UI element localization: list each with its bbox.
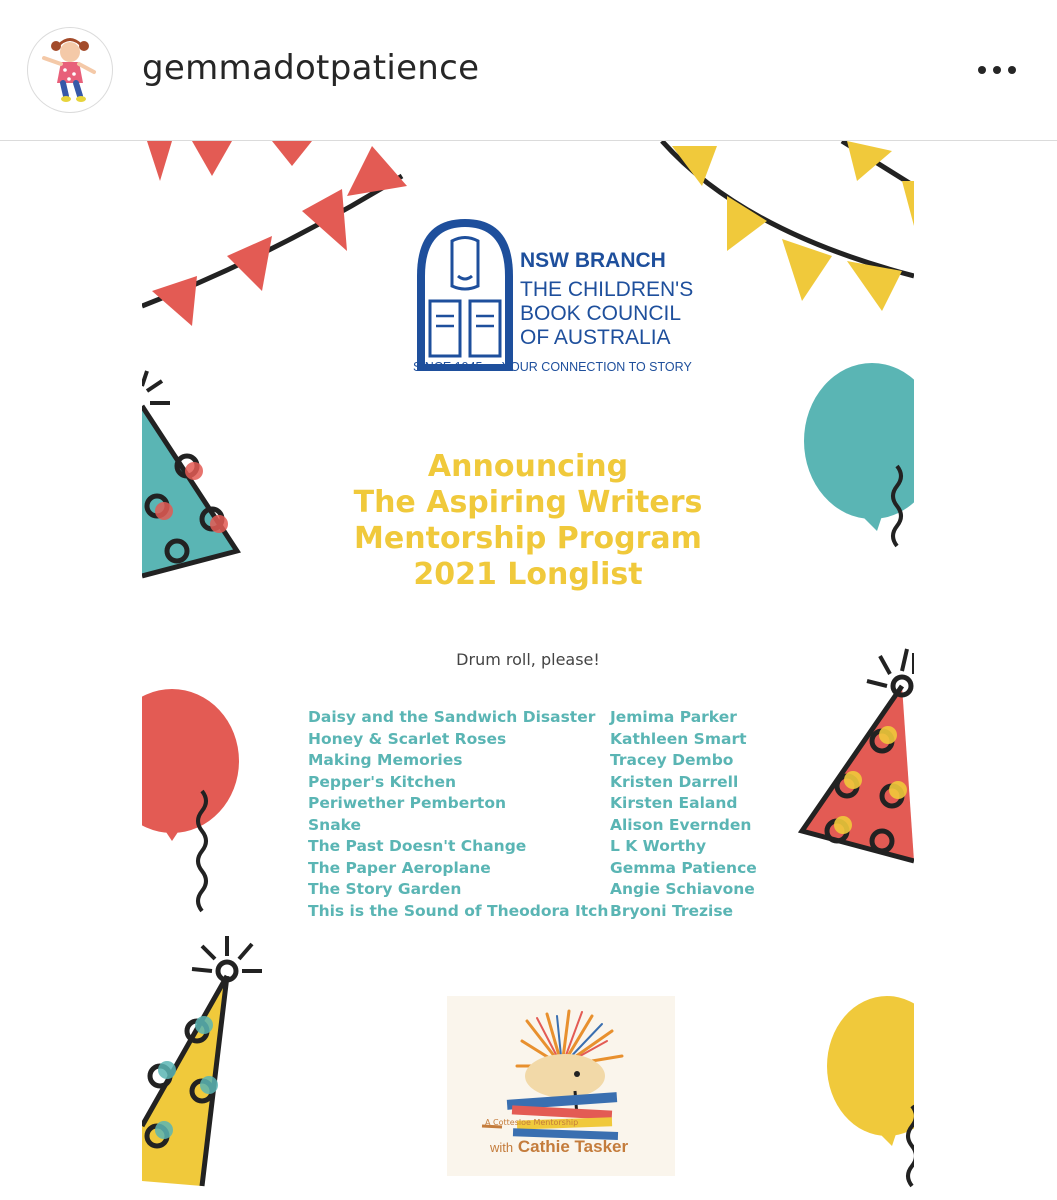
author-item: Bryoni Trezise: [610, 901, 734, 920]
announcement-line: The Aspiring Writers: [353, 485, 703, 520]
girl-avatar-icon: [28, 28, 112, 112]
author-item: Kristen Darrell: [610, 772, 739, 791]
author-item: Angie Schiavone: [610, 880, 755, 898]
title-item: The Story Garden: [308, 880, 462, 898]
party-hat-icon: [142, 936, 262, 1186]
title-item: The Past Doesn't Change: [308, 837, 527, 855]
titles-list: [308, 707, 608, 922]
balloon-icon: [142, 689, 239, 911]
more-options-button[interactable]: [970, 52, 1030, 88]
balloon-icon: [827, 996, 914, 1186]
announcement-heading: [328, 449, 728, 593]
book-with: with: [490, 1140, 514, 1155]
book-author-name: Cathie Tasker: [517, 1137, 629, 1156]
red-bunting-icon: [142, 141, 407, 326]
author-item: Tracey Dembo: [610, 751, 734, 769]
more-horizontal-icon: [970, 52, 1030, 88]
book-title: [490, 1137, 628, 1157]
announcement-line: 2021 Longlist: [413, 557, 643, 592]
title-item: The Paper Aeroplane: [308, 858, 491, 877]
drumroll-text: Drum roll, please!: [456, 650, 600, 669]
author-item: Kirsten Ealand: [610, 794, 738, 812]
author-item: Gemma Patience: [610, 858, 757, 877]
book-caption: A Cottesloe Mentorship: [485, 1118, 579, 1127]
party-hat-icon: [802, 649, 914, 861]
logo-line-3: OF AUSTRALIA: [520, 326, 671, 349]
announcement-line: Announcing: [427, 449, 629, 484]
title-item: Snake: [308, 815, 362, 834]
balloon-icon: [804, 363, 914, 546]
title-item: Pepper's Kitchen: [308, 772, 457, 791]
username[interactable]: gemmadotpatience: [142, 48, 480, 88]
author-item: Alison Evernden: [610, 815, 752, 834]
announcement-line: Mentorship Program: [354, 521, 702, 556]
title-item: This is the Sound of Theodora Itch: [308, 901, 609, 920]
author-item: Kathleen Smart: [610, 729, 747, 748]
yellow-bunting-icon: [662, 141, 914, 311]
author-item: Jemima Parker: [610, 708, 737, 726]
author-item: L K Worthy: [610, 837, 707, 855]
logo-line-2: BOOK COUNCIL: [520, 302, 682, 325]
authors-list: [610, 707, 757, 922]
post-image[interactable]: [142, 141, 914, 1200]
party-hat-icon: [142, 371, 237, 576]
title-item: Honey & Scarlet Roses: [308, 729, 507, 748]
title-item: Making Memories: [308, 751, 463, 769]
logo-line-1: THE CHILDREN'S: [520, 278, 694, 301]
post-header: [0, 0, 1057, 141]
profile-avatar[interactable]: [27, 27, 113, 113]
logo-branch: NSW BRANCH: [520, 249, 666, 272]
logo-tagline: SINCE 1945 — YOUR CONNECTION TO STORY: [413, 360, 692, 374]
title-item: Periwether Pemberton: [308, 794, 507, 812]
title-item: Daisy and the Sandwich Disaster: [308, 708, 596, 726]
